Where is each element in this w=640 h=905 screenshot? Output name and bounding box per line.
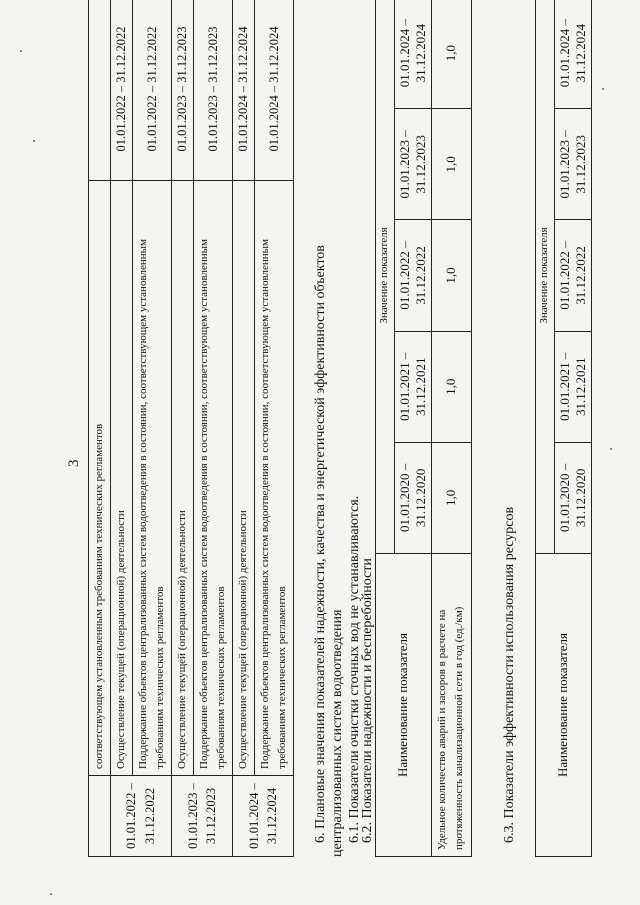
paragraph-6-3: 6.3. Показатели эффективности использования ресурсов bbox=[502, 506, 517, 843]
indicator-name: Удельное количество аварий и засоров в расчете на протяженность канализационной сети в год (ед./км) bbox=[431, 554, 471, 857]
indicator-value: 1,0 bbox=[431, 0, 471, 109]
table-row bbox=[111, 0, 133, 857]
table-row bbox=[233, 0, 255, 857]
schedule-date: 01.01.2023 – 31.12.2023 bbox=[194, 0, 233, 181]
schedule-date: 01.01.2022 – 31.12.2022 bbox=[111, 0, 133, 181]
schedule-period: 01.01.2022 – 31.12.2022 bbox=[111, 776, 172, 857]
efficiency-table bbox=[535, 0, 592, 857]
period-header: 01.01.2023 – 31.12.2023 bbox=[554, 109, 591, 220]
page-number: 3 bbox=[66, 459, 82, 467]
scan-speck bbox=[602, 88, 604, 90]
schedule-period: 01.01.2023 – 31.12.2023 bbox=[172, 776, 233, 857]
period-header: 01.01.2021 – 31.12.2021 bbox=[554, 331, 591, 442]
schedule-period: 01.01.2024 – 31.12.2024 bbox=[233, 776, 294, 857]
schedule-item: Поддержание объектов централизованных систем водоотведения в состоянии, соответствующем установленным требованиям технических регламентов bbox=[133, 181, 172, 776]
period-header: 01.01.2021 – 31.12.2021 bbox=[394, 331, 431, 442]
table-row bbox=[172, 0, 194, 857]
period-header: 01.01.2022 – 31.12.2022 bbox=[394, 220, 431, 331]
schedule-item: Осуществление текущей (операционной) деятельности bbox=[111, 181, 133, 776]
scan-speck bbox=[610, 448, 612, 450]
schedule-item: Осуществление текущей (операционной) деятельности bbox=[172, 181, 194, 776]
schedule-date: 01.01.2023 – 31.12.2023 bbox=[172, 0, 194, 181]
period-header: 01.01.2020 – 31.12.2020 bbox=[554, 442, 591, 553]
schedule-continuation: соответствующем установленным требованиям технических регламентов bbox=[89, 181, 111, 776]
indicator-value: 1,0 bbox=[431, 109, 471, 220]
scan-speck bbox=[50, 893, 52, 895]
indicator-value: 1,0 bbox=[431, 442, 471, 553]
schedule-date: 01.01.2024 – 31.12.2024 bbox=[233, 0, 255, 181]
period-header: 01.01.2020 – 31.12.2020 bbox=[394, 442, 431, 553]
column-header-values: Значение показателя bbox=[536, 0, 555, 554]
period-header: 01.01.2022 – 31.12.2022 bbox=[554, 220, 591, 331]
paragraph-6-1: 6.1. Показатели очистки сточных вод не устанавливаются. bbox=[347, 495, 362, 843]
table-row bbox=[431, 0, 471, 857]
column-header-values: Значение показателя bbox=[376, 0, 395, 554]
table-row bbox=[133, 0, 172, 857]
table-row bbox=[194, 0, 233, 857]
schedule-item: Осуществление текущей (операционной) деятельности bbox=[233, 181, 255, 776]
scan-speck bbox=[33, 140, 35, 142]
schedule-date: 01.01.2024 – 31.12.2024 bbox=[255, 0, 294, 181]
period-header: 01.01.2024 – 31.12.2024 bbox=[554, 0, 591, 109]
reliability-table bbox=[375, 0, 472, 857]
table-row bbox=[255, 0, 294, 857]
schedule-item: Поддержание объектов централизованных систем водоотведения в состоянии, соответствующем установленным требованиям технических регламентов bbox=[194, 181, 233, 776]
section-6-heading-cont: централизованных систем водоотведения bbox=[330, 609, 345, 857]
scan-speck bbox=[20, 50, 22, 52]
period-header: 01.01.2024 – 31.12.2024 bbox=[394, 0, 431, 109]
column-header-name: Наименование показателя bbox=[376, 554, 432, 857]
table-row bbox=[89, 0, 111, 857]
schedule-item: Поддержание объектов централизованных систем водоотведения в состоянии, соответствующем установленным требованиям технических регламентов bbox=[255, 181, 294, 776]
indicator-value: 1,0 bbox=[431, 331, 471, 442]
section-6-heading: 6. Плановые значения показателей надежности, качества и энергетической эффективности объектов bbox=[313, 245, 328, 843]
indicator-value: 1,0 bbox=[431, 220, 471, 331]
schedule-table bbox=[88, 0, 294, 857]
period-header: 01.01.2023 – 31.12.2023 bbox=[394, 109, 431, 220]
paragraph-6-2: 6.2. Показатели надежности и бесперебойности bbox=[360, 558, 375, 843]
schedule-date: 01.01.2022 – 31.12.2022 bbox=[133, 0, 172, 181]
column-header-name: Наименование показателя bbox=[536, 554, 592, 857]
